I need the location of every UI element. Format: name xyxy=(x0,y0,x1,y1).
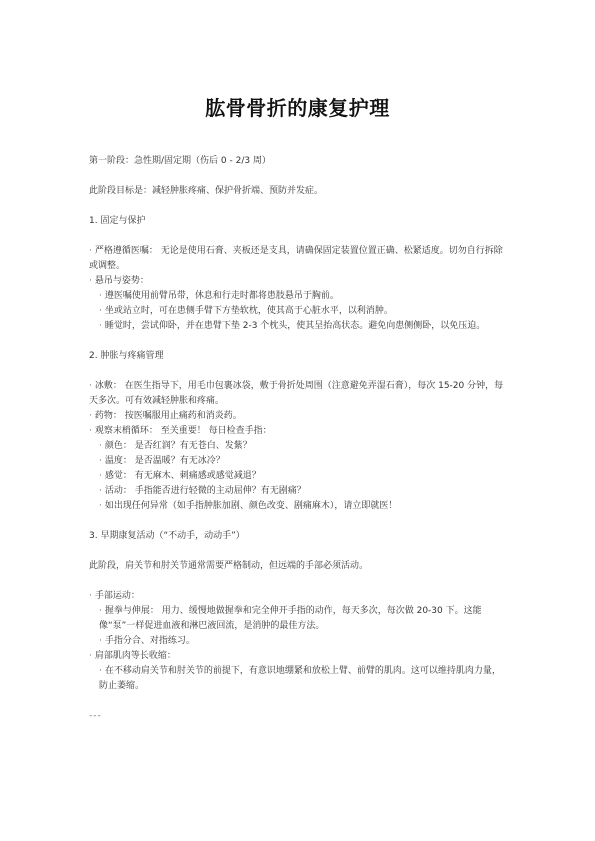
list-item: · 坐或站立时，可在患侧手臂下方垫软枕，使其高于心脏水平，以利消肿。 xyxy=(99,306,393,316)
section-heading-early-rehab: 3. 早期康复活动（“不动手，动动手”） xyxy=(89,531,245,541)
bullet-icon: · xyxy=(89,246,92,256)
page-title: 肱骨骨折的康复护理 xyxy=(205,96,390,120)
list-item: · 颜色： 是否红润？有无苍白、发紫？ xyxy=(99,441,252,451)
bullet-icon: · xyxy=(89,276,92,286)
bullet-icon: · xyxy=(99,486,102,496)
bullet-icon: · xyxy=(99,321,102,331)
list-item: · 悬吊与姿势： xyxy=(89,276,149,286)
list-item: · 肩部肌肉等长收缩： xyxy=(89,651,176,661)
bullet-icon: · xyxy=(99,441,102,451)
list-item: · 握拳与伸展： 用力、缓慢地做握拳和完全伸开手指的动作，每天多次，每次做 20-30 下。这能像“泵”一样促进血液和淋巴液回流，是消肿的最佳方法。 xyxy=(99,606,482,631)
list-item: · 手指分合、对指练习。 xyxy=(99,636,195,646)
list-item: · 药物： 按医嘱服用止痛药和消炎药。 xyxy=(89,411,242,421)
list-item: · 睡觉时，尝试仰卧，并在患臂下垫 2-3 个枕头，使其呈抬高状态。避免向患侧侧卧，以免压迫。 xyxy=(99,321,486,331)
bullet-icon: · xyxy=(99,471,102,481)
list-item: · 温度： 是否温暖？有无冰冷？ xyxy=(99,456,225,466)
list-item: · 手部运动： xyxy=(89,591,140,601)
list-item: · 感觉： 有无麻木、刺痛感或感觉减退？ xyxy=(99,471,261,481)
stage-goal: 此阶段目标是：减轻肿胀疼痛、保护骨折端、预防并发症。 xyxy=(89,186,324,196)
document-body xyxy=(89,154,509,724)
bullet-icon: · xyxy=(89,381,92,391)
section-heading-swelling: 2. 肿胀与疼痛管理 xyxy=(89,351,164,361)
bullet-icon: · xyxy=(89,651,92,661)
list-item: · 冰敷： 在医生指导下，用毛巾包裹冰袋，敷于骨折处周围（注意避免弄湿石膏），每次 15-20 分钟，每天多次。可有效减轻肿胀和疼痛。 xyxy=(89,381,504,406)
bullet-icon: · xyxy=(99,606,102,616)
bullet-icon: · xyxy=(99,666,102,676)
section-intro: 此阶段，肩关节和肘关节通常需要严格制动，但远端的手部必须活动。 xyxy=(89,561,369,571)
list-item: · 在不移动肩关节和肘关节的前提下，有意识地绷紧和放松上臂、前臂的肌肉。这可以维持肌肉力量，防止萎缩。 xyxy=(99,666,501,691)
list-item: · 遵医嘱使用前臂吊带，休息和行走时都将患肢悬吊于胸前。 xyxy=(99,291,339,301)
section-heading-fixation: 1. 固定与保护 xyxy=(89,216,146,226)
list-item: · 活动： 手指能否进行轻微的主动屈伸？有无剧痛？ xyxy=(99,486,306,496)
list-item: · 严格遵循医嘱： 无论是使用石膏、夹板还是支具，请确保固定装置位置正确、松紧适度。切勿自行拆除或调整。 xyxy=(89,246,503,271)
list-item: · 观察末梢循环： 至关重要！ 每日检查手指： xyxy=(89,426,272,436)
bullet-icon: · xyxy=(99,291,102,301)
bullet-icon: · xyxy=(99,306,102,316)
bullet-icon: · xyxy=(99,501,102,511)
bullet-icon: · xyxy=(89,411,92,421)
bullet-icon: · xyxy=(89,591,92,601)
bullet-icon: · xyxy=(99,456,102,466)
horizontal-separator: --- xyxy=(89,711,102,721)
list-item: · 如出现任何异常（如手指肿胀加剧、颜色改变、剧痛麻木），请立即就医！ xyxy=(99,501,398,511)
bullet-icon: · xyxy=(99,636,102,646)
bullet-icon: · xyxy=(89,426,92,436)
stage-heading: 第一阶段：急性期/固定期（伤后 0 - 2/3 周） xyxy=(89,156,271,166)
